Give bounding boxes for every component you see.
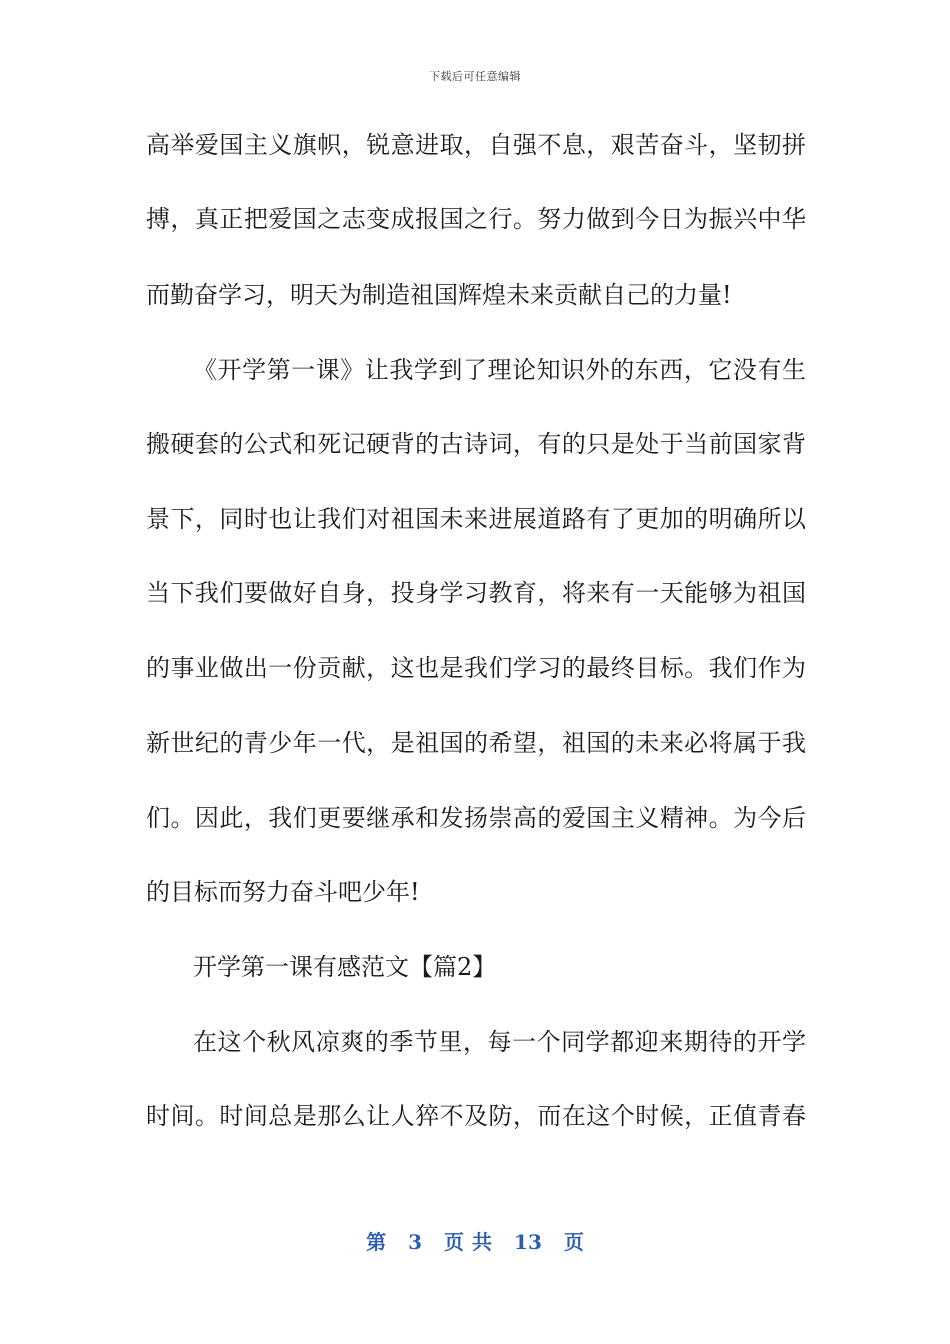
paragraph-line: 新世纪的青少年一代，是祖国的希望，祖国的未来必将属于我 (146, 729, 806, 757)
page-number-footer (0, 1226, 950, 1255)
paragraph-line: 的事业做出一份贡献，这也是我们学习的最终目标。我们作为 (146, 654, 806, 682)
paragraph-line: 景下，同时也让我们对祖国未来进展道路有了更加的明确所以 (146, 505, 806, 533)
header-note: 下载后可任意编辑 (429, 70, 521, 83)
paragraph-line: 在这个秋风凉爽的季节里，每一个同学都迎来期待的开学 (193, 1028, 806, 1056)
paragraph-line: 搏，真正把爱国之志变成报国之行。努力做到今日为振兴中华 (146, 205, 806, 233)
footer-middle: 页 (444, 1230, 465, 1254)
paragraph-line: 们。因此，我们更要继承和发扬崇高的爱国主义精神。为今后 (146, 804, 806, 832)
paragraph-line: 时间。时间总是那么让人猝不及防，而在这个时候，正值青春 (146, 1102, 806, 1130)
paragraph-line: 的目标而努力奋斗吧少年! (146, 878, 420, 906)
paragraph-line: 而勤奋学习，明天为制造祖国辉煌未来贡献自己的力量! (146, 281, 732, 309)
footer-total-label: 共 (472, 1230, 493, 1254)
paragraph-line: 高举爱国主义旗帜，锐意进取，自强不息，艰苦奋斗，坚韧拼 (146, 131, 806, 159)
paragraph-line: 《开学第一课》让我学到了理论知识外的东西，它没有生 (193, 356, 806, 384)
paragraph-line: 搬硬套的公式和死记硬背的古诗词，有的只是处于当前国家背 (146, 430, 806, 458)
footer-prefix: 第 (366, 1230, 387, 1254)
paragraph-line: 当下我们要做好自身，投身学习教育，将来有一天能够为祖国 (146, 579, 806, 607)
footer-suffix: 页 (563, 1230, 584, 1254)
section-heading: 开学第一课有感范文【篇2】 (193, 953, 497, 981)
footer-current-page: 3 (408, 1230, 423, 1254)
footer-total-pages: 13 (514, 1230, 542, 1254)
